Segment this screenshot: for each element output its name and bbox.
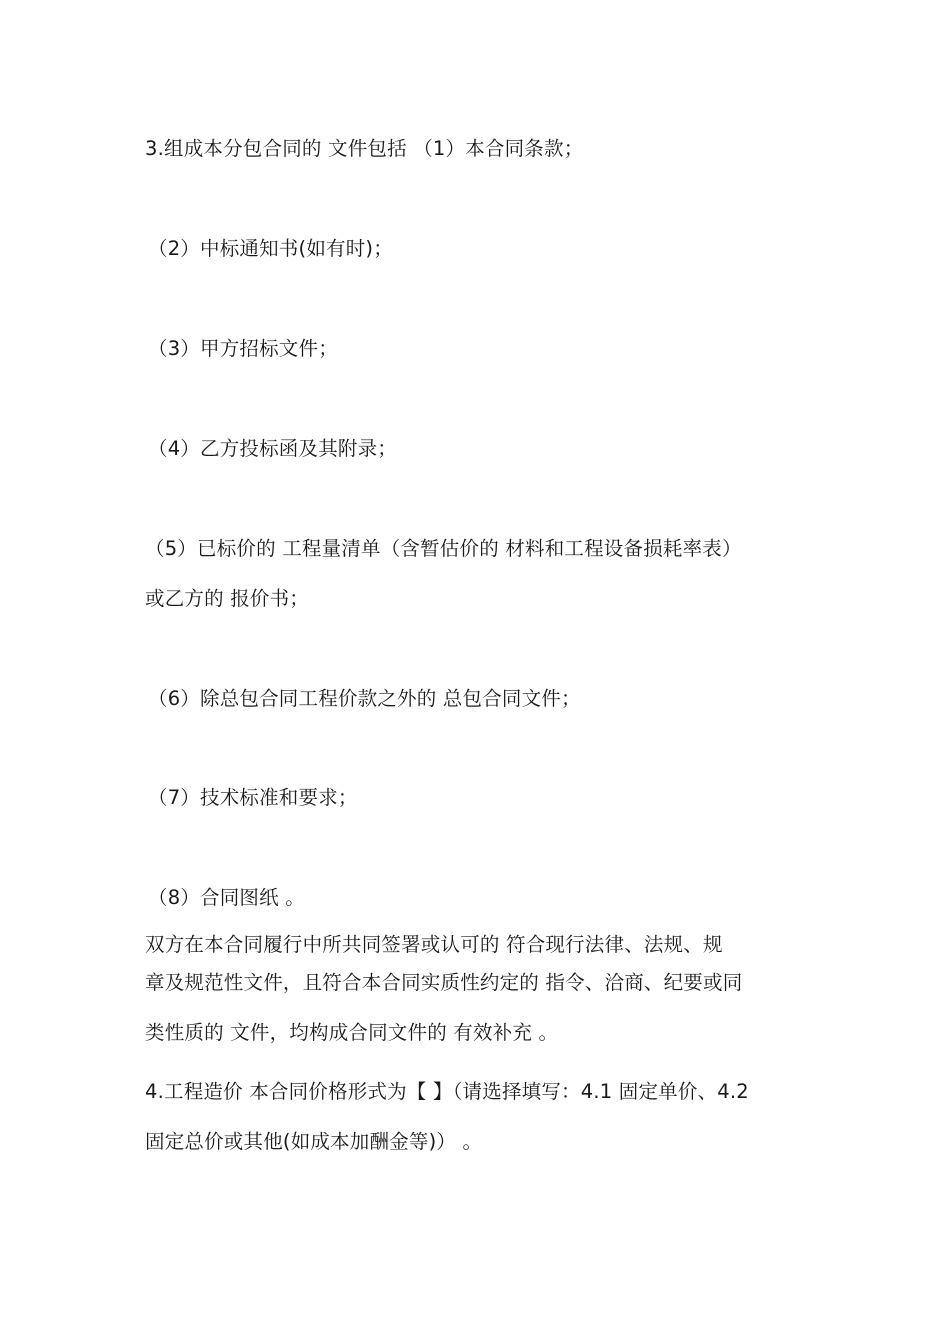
item-8-drawings: （8）合同图纸 。: [148, 886, 305, 909]
clause-3-heading: 3.组成本分包合同的 文件包括 （1）本合同条款；: [145, 137, 584, 160]
item-4-bid-letter: （4）乙方投标函及其附录；: [148, 437, 398, 460]
item-6-main-contract-docs: （6）除总包合同工程价款之外的 总包合同文件；: [148, 687, 581, 710]
item-5-bill-of-quantities: （5）已标价的 工程量清单（含暂估价的 材料和工程设备损耗率表）: [145, 537, 742, 560]
supplement-paragraph-line-3: 类性质的 文件，均构成合同文件的 有效补充 。: [145, 1021, 559, 1044]
item-5-continuation: 或乙方的 报价书；: [145, 587, 309, 610]
item-7-technical-standards: （7）技术标准和要求；: [148, 786, 358, 809]
item-3-tender-docs: （3）甲方招标文件；: [148, 337, 338, 360]
supplement-paragraph-line-1: 双方在本合同履行中所共同签署或认可的 符合现行法律、法规、规: [145, 933, 723, 956]
clause-4-heading: 4.工程造价 本合同价格形式为【 】（请选择填写：4.1 固定单价、4.2: [145, 1080, 749, 1103]
clause-4-continuation: 固定总价或其他(如成本加酬金等)） 。: [145, 1130, 483, 1153]
item-2-bid-notice: （2）中标通知书(如有时)；: [148, 237, 393, 260]
supplement-paragraph-line-2: 章及规范性文件，且符合本合同实质性约定的 指令、洽商、纪要或同: [145, 971, 743, 994]
